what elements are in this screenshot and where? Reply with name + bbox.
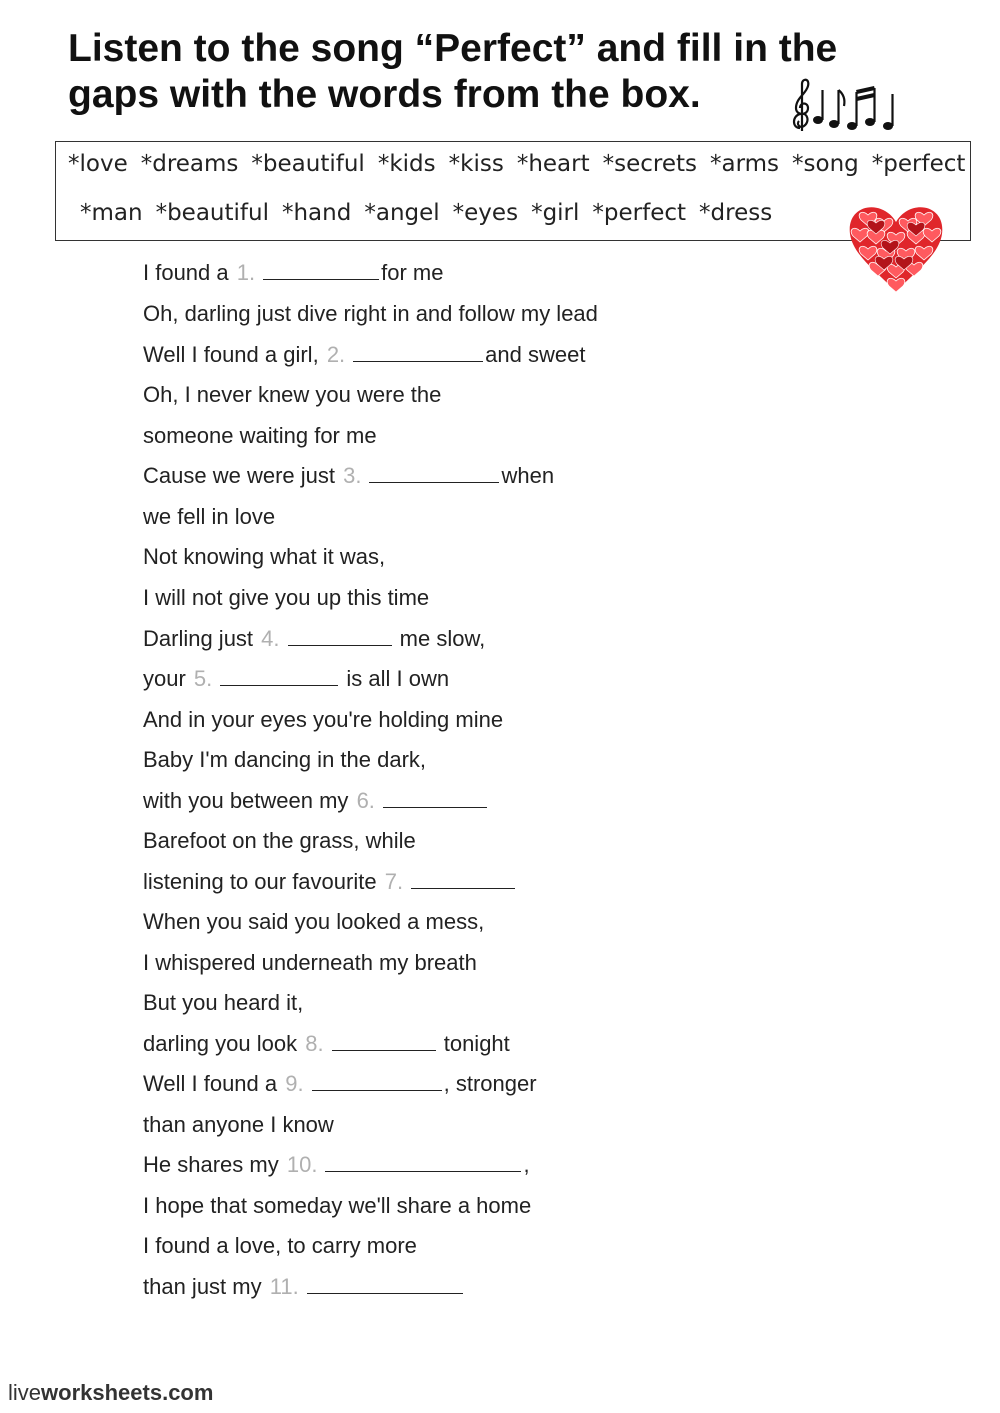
word-item: *kids xyxy=(377,151,436,177)
gap-7[interactable] xyxy=(411,868,515,889)
gap-number-1: 1. xyxy=(236,260,256,285)
lyric-line-25: I found a love, to carry more xyxy=(143,1233,417,1258)
gap-9[interactable] xyxy=(312,1070,442,1091)
word-item: *song xyxy=(792,151,859,177)
word-box xyxy=(55,141,971,241)
word-item: *eyes xyxy=(452,200,519,226)
lyric-line-3: Well I found a girl, 2. and sweet xyxy=(143,342,586,367)
gap-6[interactable] xyxy=(383,787,487,808)
lyric-line-1: I found a 1. for me xyxy=(143,260,444,285)
lyric-line-9: I will not give you up this time xyxy=(143,585,430,610)
word-item: *perfect xyxy=(592,200,687,226)
word-item: *dress xyxy=(699,200,773,226)
lyric-line-20: darling you look 8. tonight xyxy=(143,1031,510,1056)
lyric-line-13: Baby I'm dancing in the dark, xyxy=(143,747,427,772)
music-notes-icon xyxy=(790,76,902,136)
word-item: *heart xyxy=(516,151,590,177)
word-item: *arms xyxy=(710,151,780,177)
word-item: *love xyxy=(68,151,128,177)
word-box-row-2 xyxy=(80,200,785,226)
lyric-line-22: than anyone I know xyxy=(143,1112,334,1137)
gap-4[interactable] xyxy=(288,625,392,646)
title-line-1: Listen to the song “Perfect” and fill in the xyxy=(68,27,838,70)
word-item: *beautiful xyxy=(251,151,365,177)
word-item: *man xyxy=(80,200,143,226)
lyric-line-19: But you heard it, xyxy=(143,990,304,1015)
gap-number-8: 8. xyxy=(305,1031,324,1056)
word-item: *angel xyxy=(364,200,440,226)
lyric-line-23: He shares my 10. , xyxy=(143,1152,530,1177)
gap-number-3: 3. xyxy=(343,463,362,488)
gap-2[interactable] xyxy=(353,341,483,362)
lyric-line-6: Cause we were just 3. when xyxy=(143,463,555,488)
lyric-line-16: listening to our favourite 7. xyxy=(143,867,517,897)
liveworksheets-logo: liveworksheets.com xyxy=(8,1380,214,1405)
word-item: *girl xyxy=(531,200,580,226)
word-item: *kiss xyxy=(448,151,504,177)
word-item: *perfect xyxy=(871,151,966,177)
gap-number-10: 10. xyxy=(286,1152,318,1177)
gap-8[interactable] xyxy=(332,1030,436,1051)
word-item: *secrets xyxy=(602,151,697,177)
word-box-row-1 xyxy=(68,151,978,177)
gap-number-11: 11. xyxy=(269,1274,299,1299)
gap-number-5: 5. xyxy=(193,666,213,691)
lyric-line-14: with you between my 6. xyxy=(143,786,489,816)
lyric-line-26: than just my 11. xyxy=(143,1272,465,1302)
lyric-line-21: Well I found a 9. , stronger xyxy=(143,1071,537,1096)
lyric-line-17: When you said you looked a mess, xyxy=(143,909,485,934)
gap-3[interactable] xyxy=(369,462,499,483)
gap-11[interactable] xyxy=(307,1273,463,1294)
word-item: *beautiful xyxy=(155,200,269,226)
gap-number-2: 2. xyxy=(326,342,346,367)
heart-icon xyxy=(846,198,946,294)
lyric-line-5: someone waiting for me xyxy=(143,423,377,448)
lyric-line-8: Not knowing what it was, xyxy=(143,544,386,569)
lyric-line-11: your 5. is all I own xyxy=(143,666,450,691)
lyric-line-15: Barefoot on the grass, while xyxy=(143,828,416,853)
lyric-line-24: I hope that someday we'll share a home xyxy=(143,1193,532,1218)
lyric-line-18: I whispered underneath my breath xyxy=(143,950,477,975)
gap-10[interactable] xyxy=(325,1151,521,1172)
word-item: *hand xyxy=(281,200,352,226)
gap-number-9: 9. xyxy=(285,1071,304,1096)
title-line-2: gaps with the words from the box. xyxy=(68,73,701,116)
lyric-line-7: we fell in love xyxy=(143,504,276,529)
lyric-line-12: And in your eyes you're holding mine xyxy=(143,707,504,732)
lyric-line-4: Oh, I never knew you were the xyxy=(143,382,442,407)
lyric-line-2: Oh, darling just dive right in and follow my lead xyxy=(143,301,598,326)
gap-5[interactable] xyxy=(220,665,338,686)
gap-number-4: 4. xyxy=(261,626,280,651)
gap-number-6: 6. xyxy=(356,788,375,813)
word-item: *dreams xyxy=(140,151,239,177)
gap-number-7: 7. xyxy=(384,869,404,894)
gap-1[interactable] xyxy=(263,259,379,280)
lyric-line-10: Darling just 4. me slow, xyxy=(143,626,486,651)
